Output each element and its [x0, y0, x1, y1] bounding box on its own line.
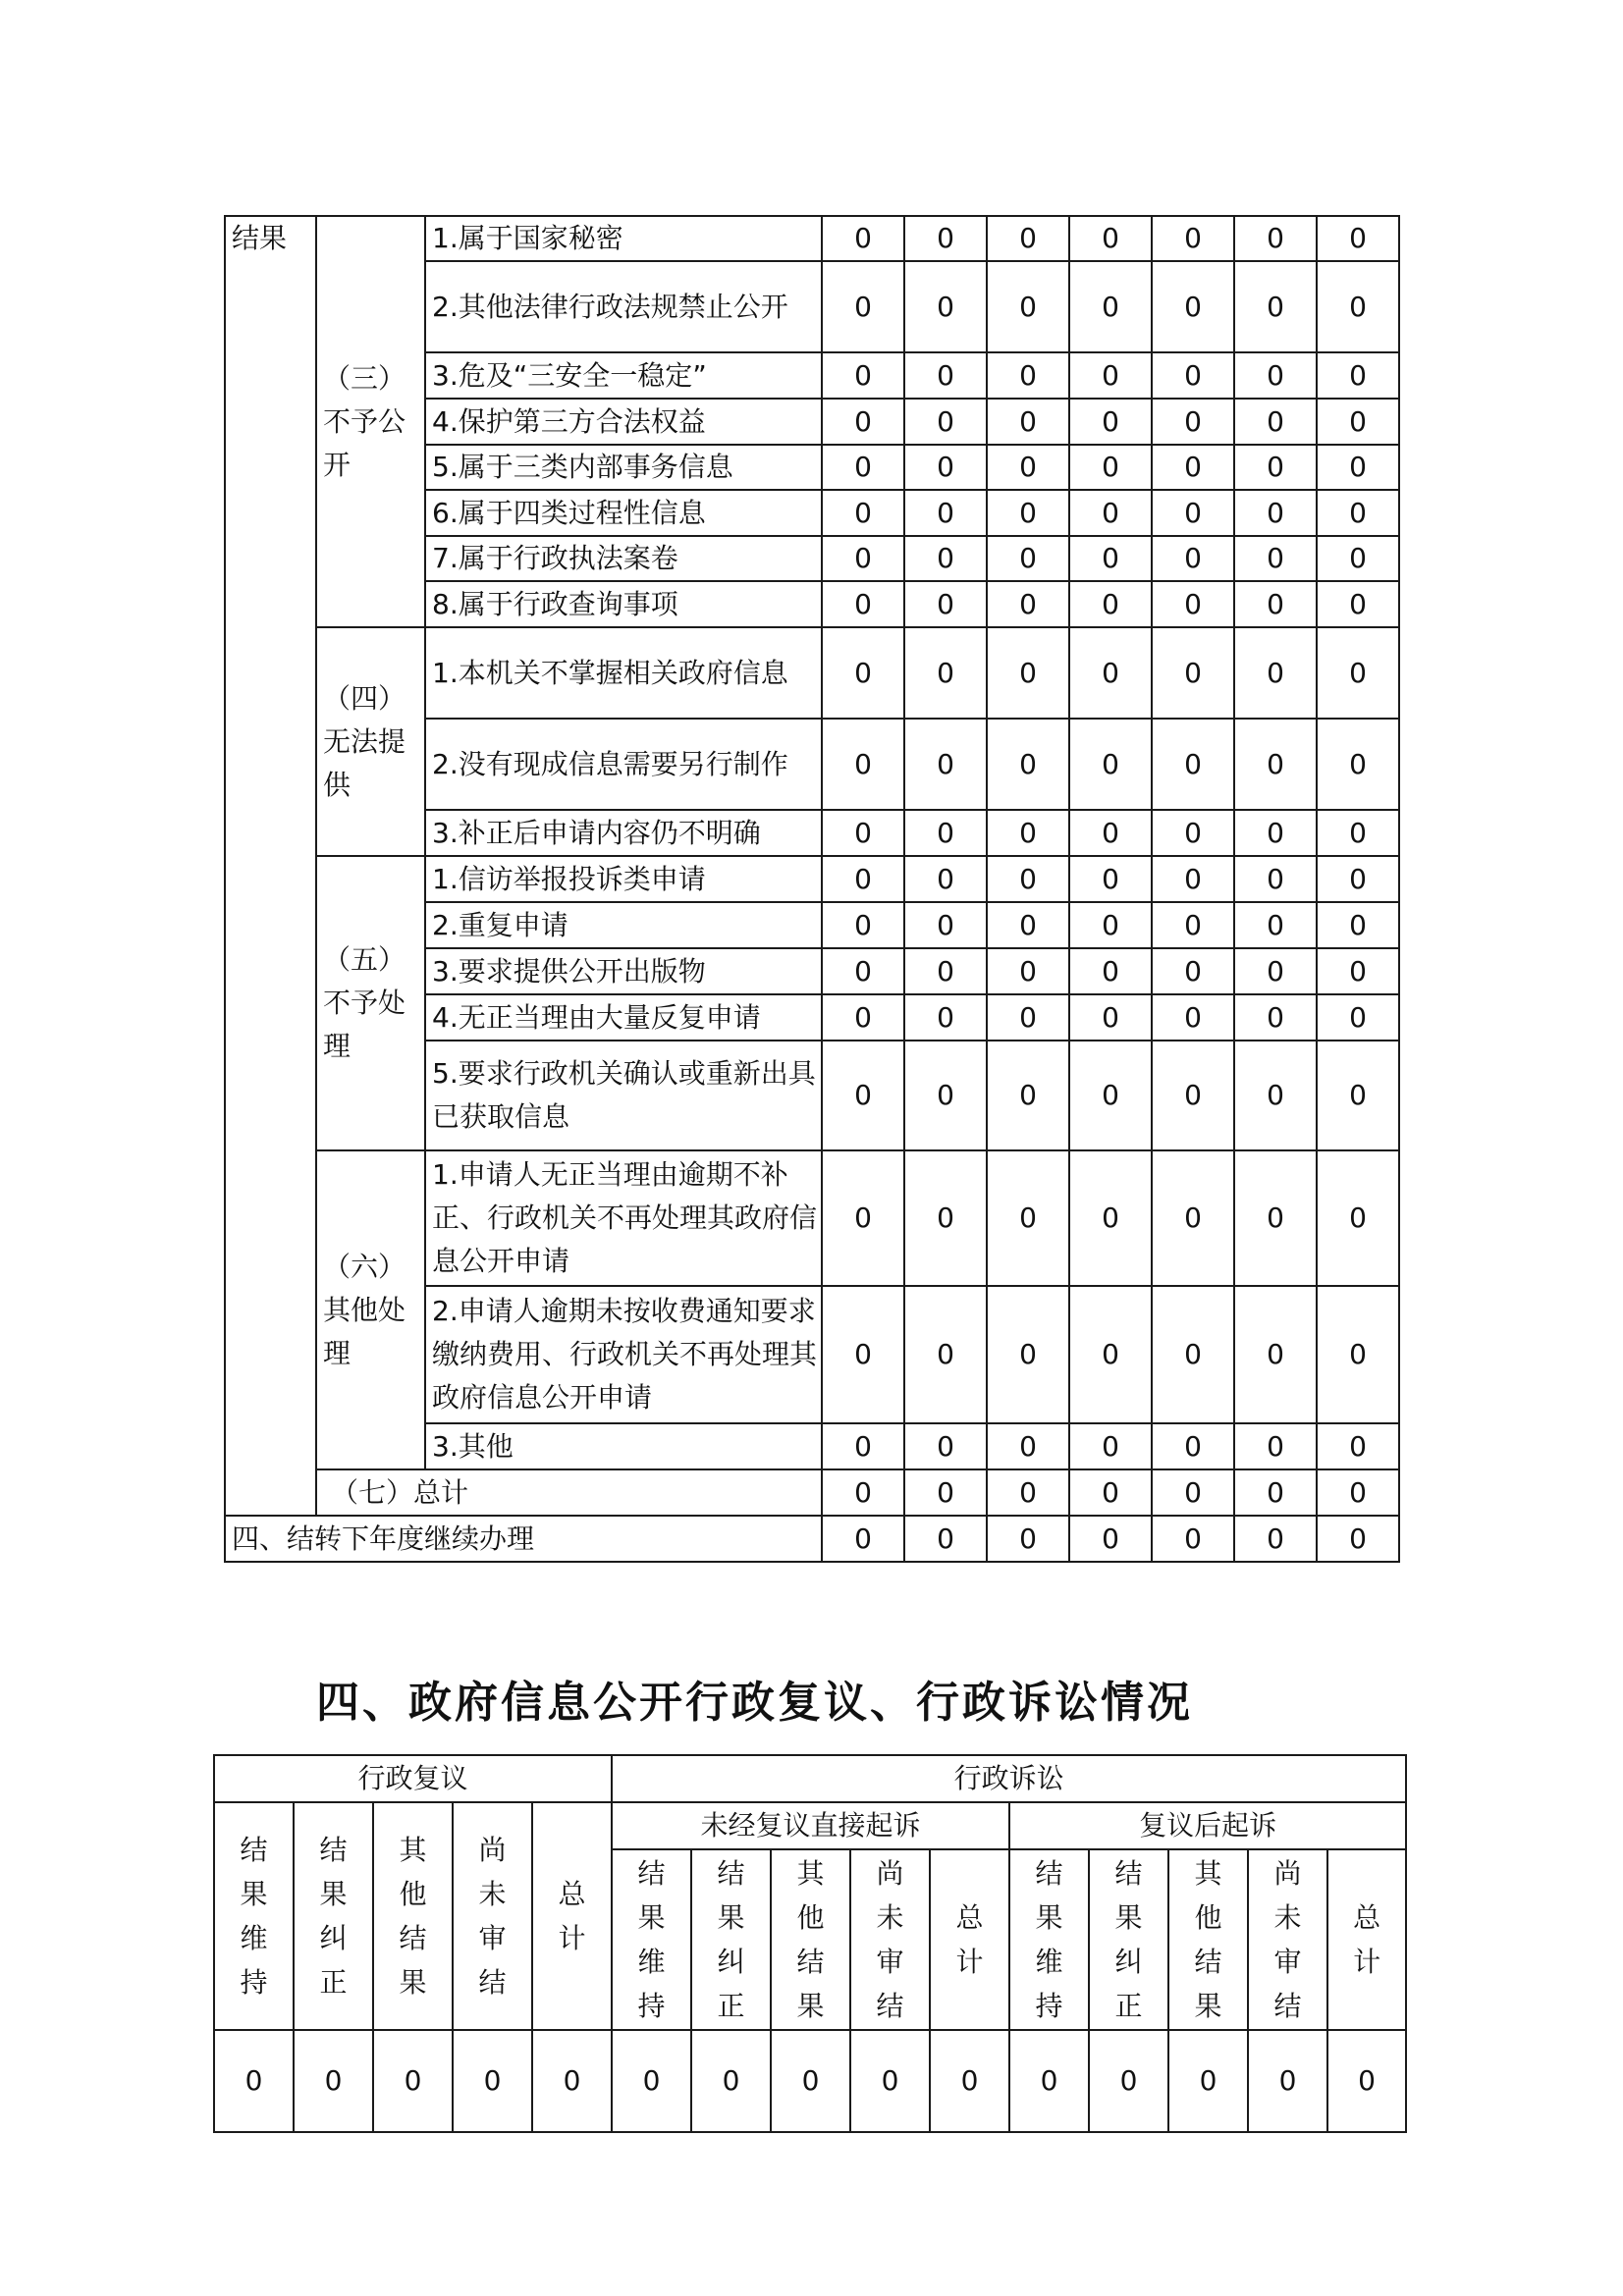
item-value: 0 [1317, 536, 1399, 581]
item-value: 0 [1317, 948, 1399, 994]
item-value: 0 [987, 445, 1069, 490]
review-col-header: 其 他 结 果 [373, 1802, 453, 2030]
item-value: 0 [1234, 352, 1317, 399]
item-value: 0 [1317, 445, 1399, 490]
item-value: 0 [1069, 1286, 1152, 1423]
admin-litigation-header: 行政诉讼 [612, 1755, 1406, 1802]
item-value: 0 [1069, 1423, 1152, 1469]
total-row [225, 1469, 1399, 1516]
item-value: 0 [1152, 1150, 1234, 1286]
case-count-value: 0 [294, 2030, 373, 2132]
item-value: 0 [822, 810, 904, 856]
case-count-value: 0 [1089, 2030, 1168, 2132]
total-value: 0 [822, 1469, 904, 1516]
item-value: 0 [822, 399, 904, 445]
item-value: 0 [1069, 902, 1152, 948]
item-value: 0 [822, 581, 904, 627]
item-value: 0 [1234, 1423, 1317, 1469]
carryover-value: 0 [1069, 1516, 1152, 1562]
item-value: 0 [1317, 810, 1399, 856]
item-value: 0 [904, 1150, 987, 1286]
item-value: 0 [904, 627, 987, 719]
item-label: 5.要求行政机关确认或重新出具已获取信息 [425, 1041, 822, 1150]
item-value: 0 [987, 994, 1069, 1041]
total-value: 0 [987, 1469, 1069, 1516]
review-col-header: 结 果 维 持 [214, 1802, 294, 2030]
item-label: 3.危及“三安全一稳定” [425, 352, 822, 399]
item-label: 5.属于三类内部事务信息 [425, 445, 822, 490]
item-value: 0 [904, 948, 987, 994]
item-value: 0 [822, 948, 904, 994]
item-value: 0 [1234, 216, 1317, 261]
item-value: 0 [1152, 948, 1234, 994]
case-count-value: 0 [930, 2030, 1009, 2132]
item-value: 0 [1234, 1041, 1317, 1150]
item-value: 0 [987, 1041, 1069, 1150]
table-row [225, 856, 1399, 902]
item-value: 0 [987, 902, 1069, 948]
item-value: 0 [1317, 490, 1399, 536]
case-count-value: 0 [1009, 2030, 1089, 2132]
item-value: 0 [1069, 216, 1152, 261]
item-value: 0 [1069, 445, 1152, 490]
application-results-table [224, 215, 1400, 1563]
category-label: （五）不予处理 [316, 856, 425, 1150]
carryover-value: 0 [1152, 1516, 1234, 1562]
case-count-value: 0 [1248, 2030, 1327, 2132]
item-value: 0 [1152, 1041, 1234, 1150]
item-value: 0 [1152, 719, 1234, 810]
category-label: （六）其他处理 [316, 1150, 425, 1469]
direct-suit-header: 未经复议直接起诉 [612, 1802, 1009, 1849]
item-value: 0 [1152, 581, 1234, 627]
item-value: 0 [1317, 352, 1399, 399]
item-value: 0 [1317, 1041, 1399, 1150]
item-value: 0 [1234, 994, 1317, 1041]
admin-review-header: 行政复议 [214, 1755, 612, 1802]
item-label: 2.没有现成信息需要另行制作 [425, 719, 822, 810]
after-review-col-header: 其 他 结 果 [1168, 1849, 1248, 2030]
item-value: 0 [1152, 445, 1234, 490]
item-value: 0 [1317, 902, 1399, 948]
case-count-value: 0 [214, 2030, 294, 2132]
after-review-col-header: 总 计 [1327, 1849, 1406, 2030]
item-value: 0 [822, 1423, 904, 1469]
item-value: 0 [987, 536, 1069, 581]
case-count-value: 0 [850, 2030, 930, 2132]
item-value: 0 [1152, 261, 1234, 352]
item-value: 0 [1317, 216, 1399, 261]
item-value: 0 [1069, 490, 1152, 536]
review-col-header: 总 计 [532, 1802, 612, 2030]
item-value: 0 [1234, 581, 1317, 627]
table-row [225, 1150, 1399, 1286]
item-value: 0 [904, 1423, 987, 1469]
category-label: （三）不予公开 [316, 216, 425, 627]
item-value: 0 [1152, 1423, 1234, 1469]
category-label: （四）无法提供 [316, 627, 425, 856]
item-value: 0 [904, 1041, 987, 1150]
item-value: 0 [1152, 856, 1234, 902]
item-value: 0 [904, 994, 987, 1041]
item-value: 0 [822, 352, 904, 399]
item-value: 0 [1152, 627, 1234, 719]
item-value: 0 [1234, 627, 1317, 719]
case-count-value: 0 [373, 2030, 453, 2132]
item-value: 0 [822, 627, 904, 719]
item-value: 0 [822, 719, 904, 810]
total-value: 0 [1234, 1469, 1317, 1516]
item-value: 0 [1069, 948, 1152, 994]
item-value: 0 [1069, 810, 1152, 856]
direct-col-header: 其 他 结 果 [771, 1849, 850, 2030]
carryover-value: 0 [987, 1516, 1069, 1562]
item-value: 0 [1069, 719, 1152, 810]
item-value: 0 [1234, 948, 1317, 994]
table-row [225, 627, 1399, 719]
item-label: 4.保护第三方合法权益 [425, 399, 822, 445]
item-value: 0 [822, 490, 904, 536]
item-value: 0 [1069, 581, 1152, 627]
direct-col-header: 尚 未 审 结 [850, 1849, 930, 2030]
results-label: 结果 [225, 216, 316, 1516]
item-value: 0 [822, 1041, 904, 1150]
item-label: 3.要求提供公开出版物 [425, 948, 822, 994]
direct-col-header: 结 果 纠 正 [691, 1849, 771, 2030]
item-value: 0 [1069, 627, 1152, 719]
case-count-value: 0 [453, 2030, 532, 2132]
item-value: 0 [1317, 719, 1399, 810]
item-value: 0 [1317, 581, 1399, 627]
case-count-value: 0 [691, 2030, 771, 2132]
direct-col-header: 总 计 [930, 1849, 1009, 2030]
carryover-row [225, 1516, 1399, 1562]
item-value: 0 [987, 856, 1069, 902]
review-litigation-table [213, 1754, 1407, 2133]
item-value: 0 [904, 856, 987, 902]
item-value: 0 [822, 994, 904, 1041]
item-label: 1.本机关不掌握相关政府信息 [425, 627, 822, 719]
total-value: 0 [1317, 1469, 1399, 1516]
item-value: 0 [904, 216, 987, 261]
item-label: 3.其他 [425, 1423, 822, 1469]
item-label: 2.其他法律行政法规禁止公开 [425, 261, 822, 352]
item-value: 0 [987, 1150, 1069, 1286]
item-value: 0 [987, 352, 1069, 399]
item-value: 0 [987, 719, 1069, 810]
item-value: 0 [1069, 536, 1152, 581]
item-label: 1.信访举报投诉类申请 [425, 856, 822, 902]
item-value: 0 [822, 902, 904, 948]
item-value: 0 [1234, 856, 1317, 902]
total-value: 0 [1069, 1469, 1152, 1516]
carryover-value: 0 [1234, 1516, 1317, 1562]
after-review-col-header: 尚 未 审 结 [1248, 1849, 1327, 2030]
after-review-col-header: 结 果 维 持 [1009, 1849, 1089, 2030]
item-value: 0 [822, 856, 904, 902]
item-value: 0 [1152, 399, 1234, 445]
item-value: 0 [822, 261, 904, 352]
item-value: 0 [1234, 1150, 1317, 1286]
item-value: 0 [1234, 719, 1317, 810]
item-value: 0 [904, 902, 987, 948]
item-value: 0 [1069, 1041, 1152, 1150]
total-label: （七）总计 [316, 1469, 822, 1516]
item-value: 0 [1152, 994, 1234, 1041]
item-label: 2.申请人逾期未按收费通知要求缴纳费用、行政机关不再处理其政府信息公开申请 [425, 1286, 822, 1423]
item-label: 7.属于行政执法案卷 [425, 536, 822, 581]
item-value: 0 [822, 536, 904, 581]
item-value: 0 [987, 581, 1069, 627]
item-label: 8.属于行政查询事项 [425, 581, 822, 627]
carryover-label: 四、结转下年度继续办理 [225, 1516, 822, 1562]
total-value: 0 [1152, 1469, 1234, 1516]
direct-col-header: 结 果 维 持 [612, 1849, 691, 2030]
item-value: 0 [1317, 1286, 1399, 1423]
item-value: 0 [1069, 994, 1152, 1041]
item-value: 0 [987, 1286, 1069, 1423]
item-value: 0 [904, 719, 987, 810]
item-value: 0 [904, 1286, 987, 1423]
item-value: 0 [1152, 352, 1234, 399]
table-row [225, 216, 1399, 261]
item-value: 0 [987, 810, 1069, 856]
item-value: 0 [1234, 445, 1317, 490]
item-value: 0 [1317, 994, 1399, 1041]
item-value: 0 [987, 216, 1069, 261]
item-value: 0 [987, 261, 1069, 352]
item-value: 0 [1069, 352, 1152, 399]
review-col-header: 结 果 纠 正 [294, 1802, 373, 2030]
carryover-value: 0 [822, 1516, 904, 1562]
item-value: 0 [904, 352, 987, 399]
item-value: 0 [1234, 399, 1317, 445]
item-value: 0 [904, 261, 987, 352]
item-value: 0 [1152, 536, 1234, 581]
item-value: 0 [822, 1286, 904, 1423]
item-value: 0 [987, 627, 1069, 719]
item-value: 0 [904, 445, 987, 490]
item-value: 0 [1317, 1423, 1399, 1469]
carryover-value: 0 [1317, 1516, 1399, 1562]
item-value: 0 [904, 581, 987, 627]
item-label: 4.无正当理由大量反复申请 [425, 994, 822, 1041]
item-value: 0 [1234, 261, 1317, 352]
item-value: 0 [1317, 399, 1399, 445]
item-value: 0 [1234, 810, 1317, 856]
item-value: 0 [822, 1150, 904, 1286]
item-value: 0 [1234, 902, 1317, 948]
case-count-value: 0 [1327, 2030, 1406, 2132]
item-value: 0 [904, 399, 987, 445]
section-heading: 四、政府信息公开行政复议、行政诉讼情况 [316, 1678, 1193, 1728]
item-value: 0 [1152, 810, 1234, 856]
item-value: 0 [1152, 490, 1234, 536]
item-value: 0 [1152, 902, 1234, 948]
item-value: 0 [1069, 856, 1152, 902]
item-value: 0 [1152, 216, 1234, 261]
item-value: 0 [987, 399, 1069, 445]
item-value: 0 [1317, 261, 1399, 352]
item-value: 0 [1234, 490, 1317, 536]
item-label: 3.补正后申请内容仍不明确 [425, 810, 822, 856]
item-value: 0 [1234, 1286, 1317, 1423]
item-value: 0 [1069, 261, 1152, 352]
item-value: 0 [987, 948, 1069, 994]
item-value: 0 [822, 216, 904, 261]
after-review-col-header: 结 果 纠 正 [1089, 1849, 1168, 2030]
after-review-suit-header: 复议后起诉 [1009, 1802, 1406, 1849]
item-label: 6.属于四类过程性信息 [425, 490, 822, 536]
case-count-value: 0 [532, 2030, 612, 2132]
item-value: 0 [904, 536, 987, 581]
total-value: 0 [904, 1469, 987, 1516]
item-label: 2.重复申请 [425, 902, 822, 948]
item-label: 1.申请人无正当理由逾期不补正、行政机关不再处理其政府信息公开申请 [425, 1150, 822, 1286]
carryover-value: 0 [904, 1516, 987, 1562]
case-count-value: 0 [612, 2030, 691, 2132]
item-value: 0 [904, 490, 987, 536]
item-value: 0 [822, 445, 904, 490]
item-value: 0 [1069, 1150, 1152, 1286]
review-col-header: 尚 未 审 结 [453, 1802, 532, 2030]
item-value: 0 [987, 1423, 1069, 1469]
item-value: 0 [987, 490, 1069, 536]
item-value: 0 [1317, 627, 1399, 719]
item-value: 0 [1152, 1286, 1234, 1423]
item-label: 1.属于国家秘密 [425, 216, 822, 261]
item-value: 0 [1069, 399, 1152, 445]
item-value: 0 [1317, 1150, 1399, 1286]
case-count-value: 0 [771, 2030, 850, 2132]
item-value: 0 [904, 810, 987, 856]
item-value: 0 [1234, 536, 1317, 581]
case-count-value: 0 [1168, 2030, 1248, 2132]
item-value: 0 [1317, 856, 1399, 902]
